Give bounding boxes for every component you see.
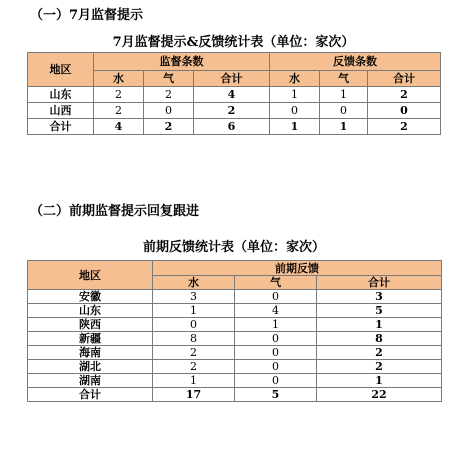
region-cell: 湖南 xyxy=(28,374,153,388)
table-row xyxy=(28,318,442,332)
value-cell: 0 xyxy=(235,346,317,360)
prior-feedback-table xyxy=(27,260,442,402)
region-cell: 山西 xyxy=(28,103,94,119)
value-cell: 1 xyxy=(235,318,317,332)
table-row xyxy=(28,87,441,103)
value-cell: 0 xyxy=(235,290,317,304)
value-cell: 1 xyxy=(270,87,320,103)
total-cell: 17 xyxy=(153,388,235,402)
section1-heading: （一）7月监督提示 xyxy=(30,8,144,23)
table-row xyxy=(28,346,442,360)
section2-heading: （二）前期监督提示回复跟进 xyxy=(30,204,200,219)
table-row xyxy=(28,374,442,388)
value-cell: 2 xyxy=(94,103,144,119)
value-cell: 2 xyxy=(153,360,235,374)
value-cell: 2 xyxy=(94,87,144,103)
monthly-supervision-table xyxy=(27,52,441,135)
value-cell: 2 xyxy=(153,346,235,360)
value-cell: 0 xyxy=(235,332,317,346)
table-row xyxy=(28,304,442,318)
col-header-total: 合计 xyxy=(317,276,442,290)
col-header-total: 合计 xyxy=(194,71,270,87)
region-cell: 山东 xyxy=(28,304,153,318)
total-cell: 3 xyxy=(317,290,442,304)
col-header-gas: 气 xyxy=(235,276,317,290)
total-cell: 4 xyxy=(94,119,144,135)
table-total-row xyxy=(28,388,442,402)
total-cell: 5 xyxy=(317,304,442,318)
total-cell: 1 xyxy=(317,318,442,332)
table-row xyxy=(28,332,442,346)
col-header-prior-feedback: 前期反馈 xyxy=(153,261,442,276)
total-cell: 22 xyxy=(317,388,442,402)
value-cell: 4 xyxy=(235,304,317,318)
table-total-row xyxy=(28,119,441,135)
region-cell: 湖北 xyxy=(28,360,153,374)
table-row xyxy=(28,290,442,304)
total-cell: 2 xyxy=(317,360,442,374)
value-cell: 0 xyxy=(153,318,235,332)
total-cell: 2 xyxy=(194,103,270,119)
region-cell: 安徽 xyxy=(28,290,153,304)
total-cell: 6 xyxy=(194,119,270,135)
value-cell: 1 xyxy=(320,87,368,103)
value-cell: 8 xyxy=(153,332,235,346)
value-cell: 3 xyxy=(153,290,235,304)
col-header-feedback-count: 反馈条数 xyxy=(270,53,441,71)
total-cell: 2 xyxy=(317,346,442,360)
total-cell: 4 xyxy=(194,87,270,103)
table-header-row xyxy=(28,53,441,71)
value-cell: 0 xyxy=(320,103,368,119)
table-row xyxy=(28,103,441,119)
region-cell: 合计 xyxy=(28,388,153,402)
total-cell: 2 xyxy=(368,119,441,135)
total-cell: 5 xyxy=(235,388,317,402)
col-header-water: 水 xyxy=(94,71,144,87)
col-header-supervision-count: 监督条数 xyxy=(94,53,270,71)
total-cell: 2 xyxy=(368,87,441,103)
value-cell: 2 xyxy=(144,87,194,103)
table-header-row xyxy=(28,261,442,276)
total-cell: 1 xyxy=(317,374,442,388)
col-header-water: 水 xyxy=(270,71,320,87)
table1-title: 7月监督提示&反馈统计表（单位：家次） xyxy=(112,35,355,50)
value-cell: 1 xyxy=(153,374,235,388)
value-cell: 0 xyxy=(270,103,320,119)
table-row xyxy=(28,360,442,374)
region-cell: 陕西 xyxy=(28,318,153,332)
total-cell: 1 xyxy=(270,119,320,135)
col-header-total: 合计 xyxy=(368,71,441,87)
region-cell: 山东 xyxy=(28,87,94,103)
value-cell: 0 xyxy=(235,360,317,374)
region-cell: 海南 xyxy=(28,346,153,360)
region-cell: 合计 xyxy=(28,119,94,135)
col-header-region: 地区 xyxy=(28,53,94,87)
value-cell: 0 xyxy=(235,374,317,388)
total-cell: 8 xyxy=(317,332,442,346)
table2-title: 前期反馈统计表（单位：家次） xyxy=(142,240,325,255)
total-cell: 1 xyxy=(320,119,368,135)
col-header-water: 水 xyxy=(153,276,235,290)
region-cell: 新疆 xyxy=(28,332,153,346)
col-header-gas: 气 xyxy=(144,71,194,87)
col-header-region: 地区 xyxy=(28,261,153,290)
total-cell: 2 xyxy=(144,119,194,135)
value-cell: 0 xyxy=(144,103,194,119)
value-cell: 1 xyxy=(153,304,235,318)
total-cell: 0 xyxy=(368,103,441,119)
col-header-gas: 气 xyxy=(320,71,368,87)
